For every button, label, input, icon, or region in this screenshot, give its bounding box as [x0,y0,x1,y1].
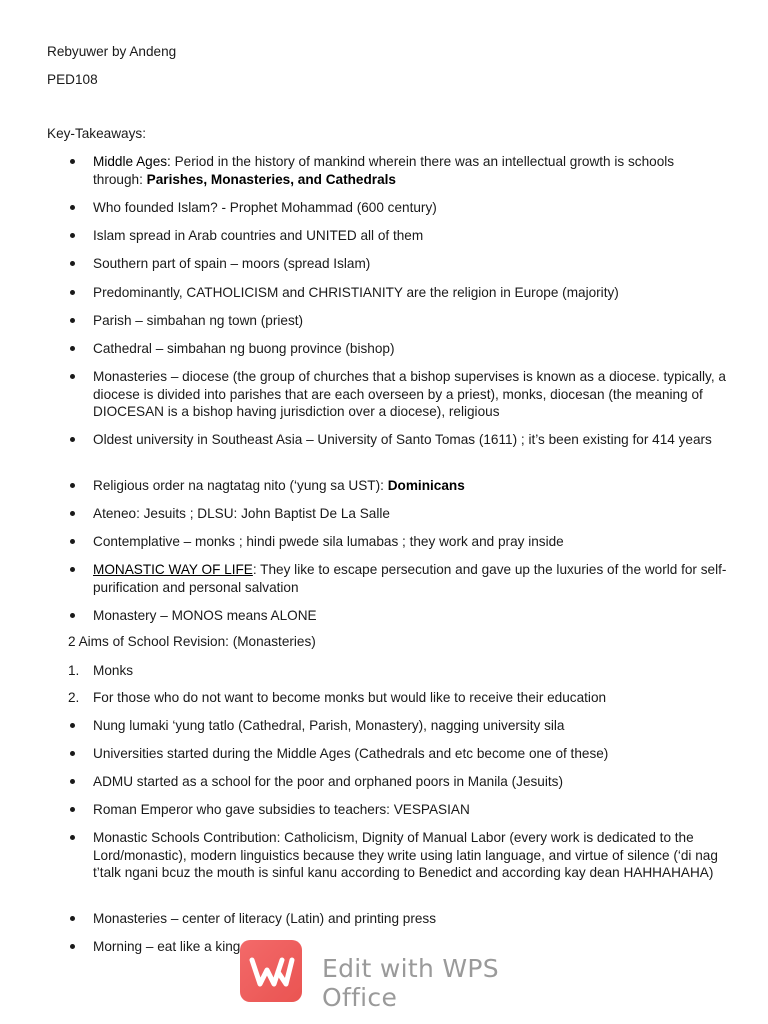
numbered-item [68,662,728,680]
bullet-icon [68,340,92,358]
item-text: Islam spread in Arab countries and UNITED all of them [93,228,424,243]
item-number: 1. [68,663,80,678]
list-item [68,773,728,791]
wps-watermark [240,940,560,1012]
item-text: Roman Emperor who gave subsidies to teachers: VESPASIAN [93,802,470,817]
bullet-icon [68,505,92,523]
item-text: ADMU started as a school for the poor and orphaned poors in Manila (Jesuits) [93,774,563,789]
item-text: Ateneo: Jesuits ; DLSU: John Baptist De La Salle [93,506,390,521]
aims-heading: 2 Aims of School Revision: (Monasteries) [68,634,316,649]
numbered-item [68,689,728,707]
item-text: For those who do not want to become monks but would like to receive their education [93,690,607,705]
section-title: Key-Takeaways: [47,126,146,141]
item-text: Who founded Islam? - Prophet Mohammad (600 century) [93,200,437,215]
list-item [68,312,728,330]
item-bold: Dominicans [387,478,465,493]
list-item [68,505,728,523]
list-item [68,153,728,188]
course-code: PED108 [47,72,98,87]
wps-watermark-text: Edit with WPS Office [322,954,499,1012]
wps-logo-icon [240,940,302,1002]
list-item [68,368,728,421]
item-text: Religious order na nagtatag nito (‘yung sa UST): [93,478,388,493]
bullet-icon [68,829,92,847]
bullet-icon [68,368,92,386]
item-text: Morning – eat like a king [93,939,241,954]
item-text: Oldest university in Southeast Asia – University of Santo Tomas (1611) ; it’s been existing for 414 years [93,432,712,447]
bullet-icon [68,284,92,302]
item-text: Southern part of spain – moors (spread Islam) [93,256,371,271]
item-text: Nung lumaki ‘yung tatlo (Cathedral, Parish, Monastery), nagging university sila [93,718,565,733]
list-item [68,340,728,358]
bullet-icon [68,312,92,330]
list-item [68,255,728,273]
list-item [68,829,728,882]
bullet-icon [68,801,92,819]
author-line: Rebyuwer by Andeng [47,44,177,59]
bullet-icon [68,255,92,273]
item-text: : They like to escape persecution and gave up the luxuries of the world for self-purification and personal salvation [93,562,727,595]
item-text: Monasteries – diocese (the group of churches that a bishop supervises is known as a diocese. typically, a diocese is divided into parishes that are each overseen by a priest), monks, diocesan (the meaning of DIOCESAN is a bishop having jurisdiction over a diocese), religious [93,369,726,420]
list-item [68,284,728,302]
bullet-icon [68,561,92,579]
item-text: Period in the history of mankind wherein there was an intellectual growth is schools [170,154,675,169]
item-label: Middle Ages: [93,154,171,169]
bullet-icon [68,773,92,791]
bullet-icon [68,199,92,217]
item-text: Cathedral – simbahan ng buong province (bishop) [93,341,395,356]
bullet-icon [68,717,92,735]
list-item [68,561,728,596]
item-text: Contemplative – monks ; hindi pwede sila lumabas ; they work and pray inside [93,534,564,549]
list-item [68,910,728,928]
item-number: 2. [68,690,80,705]
item-text: Universities started during the Middle Ages (Cathedrals and etc become one of these) [93,746,609,761]
bullet-icon [68,431,92,449]
item-bold: Parishes, Monasteries, and Cathedrals [146,171,396,187]
item-text: Parish – simbahan ng town (priest) [93,313,304,328]
item-text: Monasteries – center of literacy (Latin) and printing press [93,911,437,926]
bullet-icon [68,477,92,495]
bullet-icon [68,607,92,625]
list-item [68,745,728,763]
item-label: MONASTIC WAY OF LIFE [93,562,253,577]
bullet-icon [68,745,92,763]
list-item [68,801,728,819]
item-text: Monastic Schools Contribution: Catholicism, Dignity of Manual Labor (every work is dedicated to the Lord/monastic), modern linguistics because they write using latin language, and virtue of silence (‘di nag t’talk ngani bcuz the mouth is sinful kanu according to Benedict and according kay dean HAHHAHAHA) [93,830,718,881]
list-item [68,717,728,735]
item-text: Predominantly, CATHOLICISM and CHRISTIANITY are the religion in Europe (majority) [93,285,619,300]
list-item [68,431,728,449]
list-item [68,199,728,217]
list-item [68,533,728,551]
list-item [68,227,728,245]
bullet-icon [68,910,92,928]
item-text: Monks [93,663,134,678]
bullet-icon [68,153,92,171]
bullet-icon [68,533,92,551]
item-text: Monastery – MONOS means ALONE [93,608,317,623]
bullet-icon [68,227,92,245]
item-text: through: [93,171,147,187]
bullet-icon [68,938,92,956]
list-item [68,607,728,625]
list-item [68,477,728,495]
